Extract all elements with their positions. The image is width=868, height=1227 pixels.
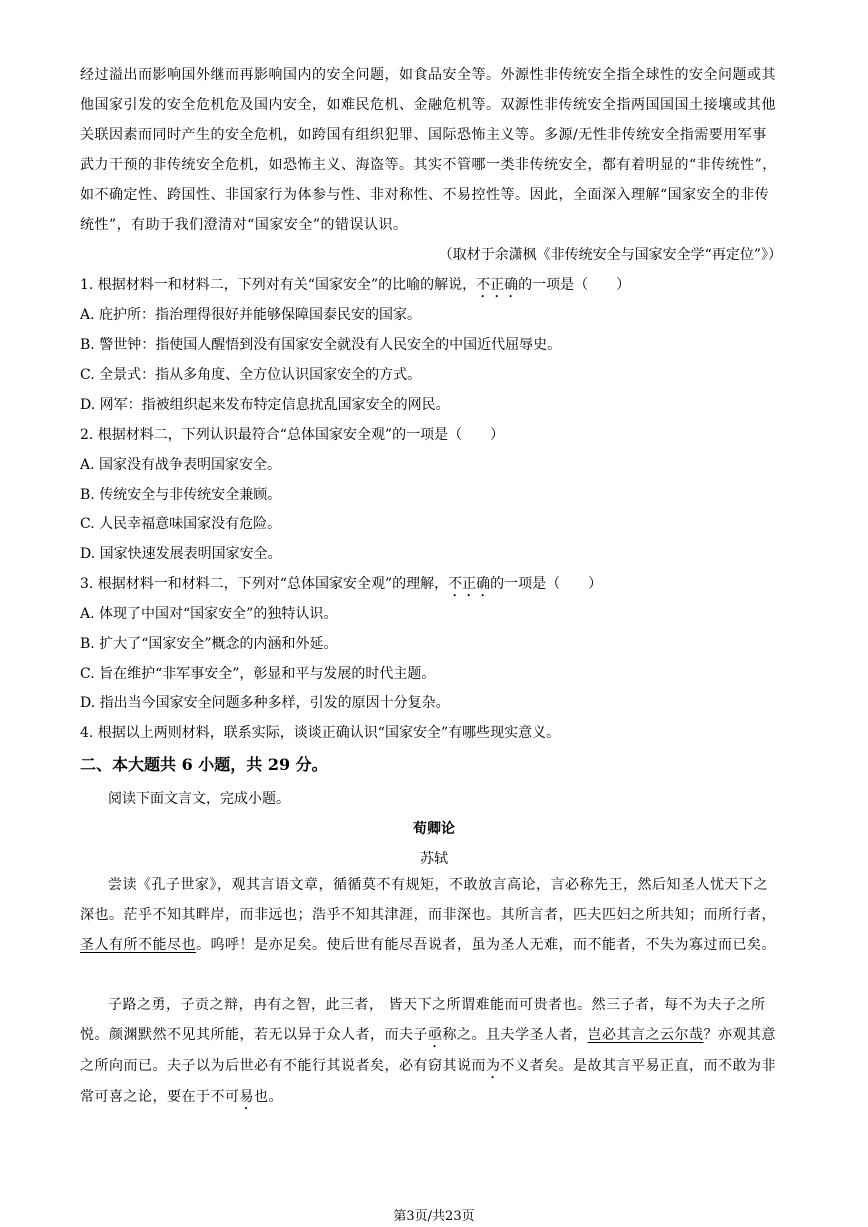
question-3-stem [80,573,602,600]
reading-instruction: 阅读下面文言文，完成小题。 [108,791,290,807]
question-2-stem: 2. 根据材料二，下列认识最符合“总体国家安全观”的一项是（ ） [80,427,505,443]
essay-text: 。呜呼！是亦足矣。使后世有能尽吾说者，虽为圣人无难，而不能者，不失为寡过而已矣。 [196,937,776,953]
question-3-stem-part: 3. 根据材料一和材料二，下列对“总体国家安全观”的理解， [80,576,449,592]
question-1-option-d: D. 网军：指被组织起来发布特定信息扰乱国家安全的网民。 [80,397,450,413]
essay-title: 荀卿论 [413,821,455,837]
essay-text: 也。 [254,1089,283,1105]
essay-author: 苏轼 [420,851,448,867]
material-two-tail: 经过溢出而影响国外继而再影响国内的安全问题，如食品安全等。外源性非传统安全指全球性的安全问题或其他国家引发的安全危机危及国内安全，如难民危机、金融危机等。双源性非传统安全指两国国国土接壤或其他关联因素而同时产生的安全危机，如跨国有组织犯罪、国际恐怖主义等。多源/无性非传统安全指需要用军事武力干预的非传统安全危机，如恐怖主义、海盗等。其实不管哪一类非传统安全，都有着明显的“非传统性”，如不确定性、跨国性、非国家行为体参与性、非对称性、不易控性等。因此，全面深入理解“国家安全的非传统性”，有助于我们澄清对“国家安全”的错误认识。 [80,67,777,233]
section-heading: 二、本大题共 6 小题，共 29 分。 [80,755,328,774]
question-1-stem-part: 的一项是（ ） [518,277,631,293]
question-2-option-c: C. 人民幸福意味国家没有危险。 [80,516,282,532]
question-3-emphasis: 不正确 [448,576,491,592]
essay-text: 不义者矣。是故其言平易正直，而不敢为非常可喜之论，要在于不可 [80,1058,776,1105]
question-1-stem [80,274,630,301]
essay-paragraph-1 [80,870,780,960]
question-4: 4. 根据以上两则材料，联系实际，谈谈正确认识“国家安全”有哪些现实意义。 [80,725,561,741]
question-3-option-b: B. 扩大了“国家安全”概念的内涵和外延。 [80,636,338,652]
essay-text: 称之。且夫学圣人者， [442,1027,588,1043]
question-2-option-b: B. 传统安全与非传统安全兼顾。 [80,487,282,503]
source-citation: （取材于余潇枫《非传统安全与国家安全学“再定位”》） [438,247,782,263]
dotted-word: 易 [239,1089,254,1105]
question-3-option-c: C. 旨在维护“非军事安全”，彰显和平与发展的时代主题。 [80,666,436,682]
question-1-option-a: A. 庇护所：指治理得很好并能够保障国泰民安的国家。 [80,307,422,323]
question-2-option-d: D. 国家快速发展表明国家安全。 [80,546,282,562]
question-3-option-d: D. 指出当今国家安全问题多种多样，引发的原因十分复杂。 [80,695,450,711]
question-3-stem-part: 的一项是（ ） [490,576,603,592]
underlined-sentence: 圣人有所不能尽也 [80,937,196,953]
question-1-emphasis: 不正确 [476,277,519,293]
essay-paragraph-2 [80,990,780,1113]
essay-text: ？亦观其意之所向而已。夫子以为后世必有不能行其说者矣，必有窃其说而 [80,1027,776,1074]
essay-text: 子路之勇，子贡之辩，冉有之智，此三者， 皆天下之所谓难能而可贵者也。然三子者，每不为夫子之所悦。颜渊默然不见其所能，若无以异于众人者，而夫子 [80,997,766,1043]
page-number: 第3页/共23页 [393,1209,475,1224]
question-3-option-a: A. 体现了中国对“国家安全”的独特认识。 [80,606,338,622]
dotted-word: 亟 [428,1027,443,1043]
question-1-option-c: C. 全景式：指从多角度、全方位认识国家安全的方式。 [80,367,422,383]
essay-text: 尝读《孔子世家》，观其言语文章，循循莫不有规矩，不敢放言高论，言必称先王，然后知圣人忧天下之深也。茫乎不知其畔岸，而非远也；浩乎不知其津涯，而非深也。其所言者，匹夫匹妇之所共知；而所行者， [80,877,776,923]
question-2-option-a: A. 国家没有战争表明国家安全。 [80,457,282,473]
question-1-stem-part: 1. 根据材料一和材料二，下列对有关“国家安全”的比喻的解说， [80,277,477,293]
underlined-sentence: 岂必其言之云尔哉 [587,1027,704,1043]
dotted-word: 为 [486,1058,501,1074]
question-1-option-b: B. 警世钟：指使国人醒悟到没有国家安全就没有人民安全的中国近代屈辱史。 [80,337,562,353]
